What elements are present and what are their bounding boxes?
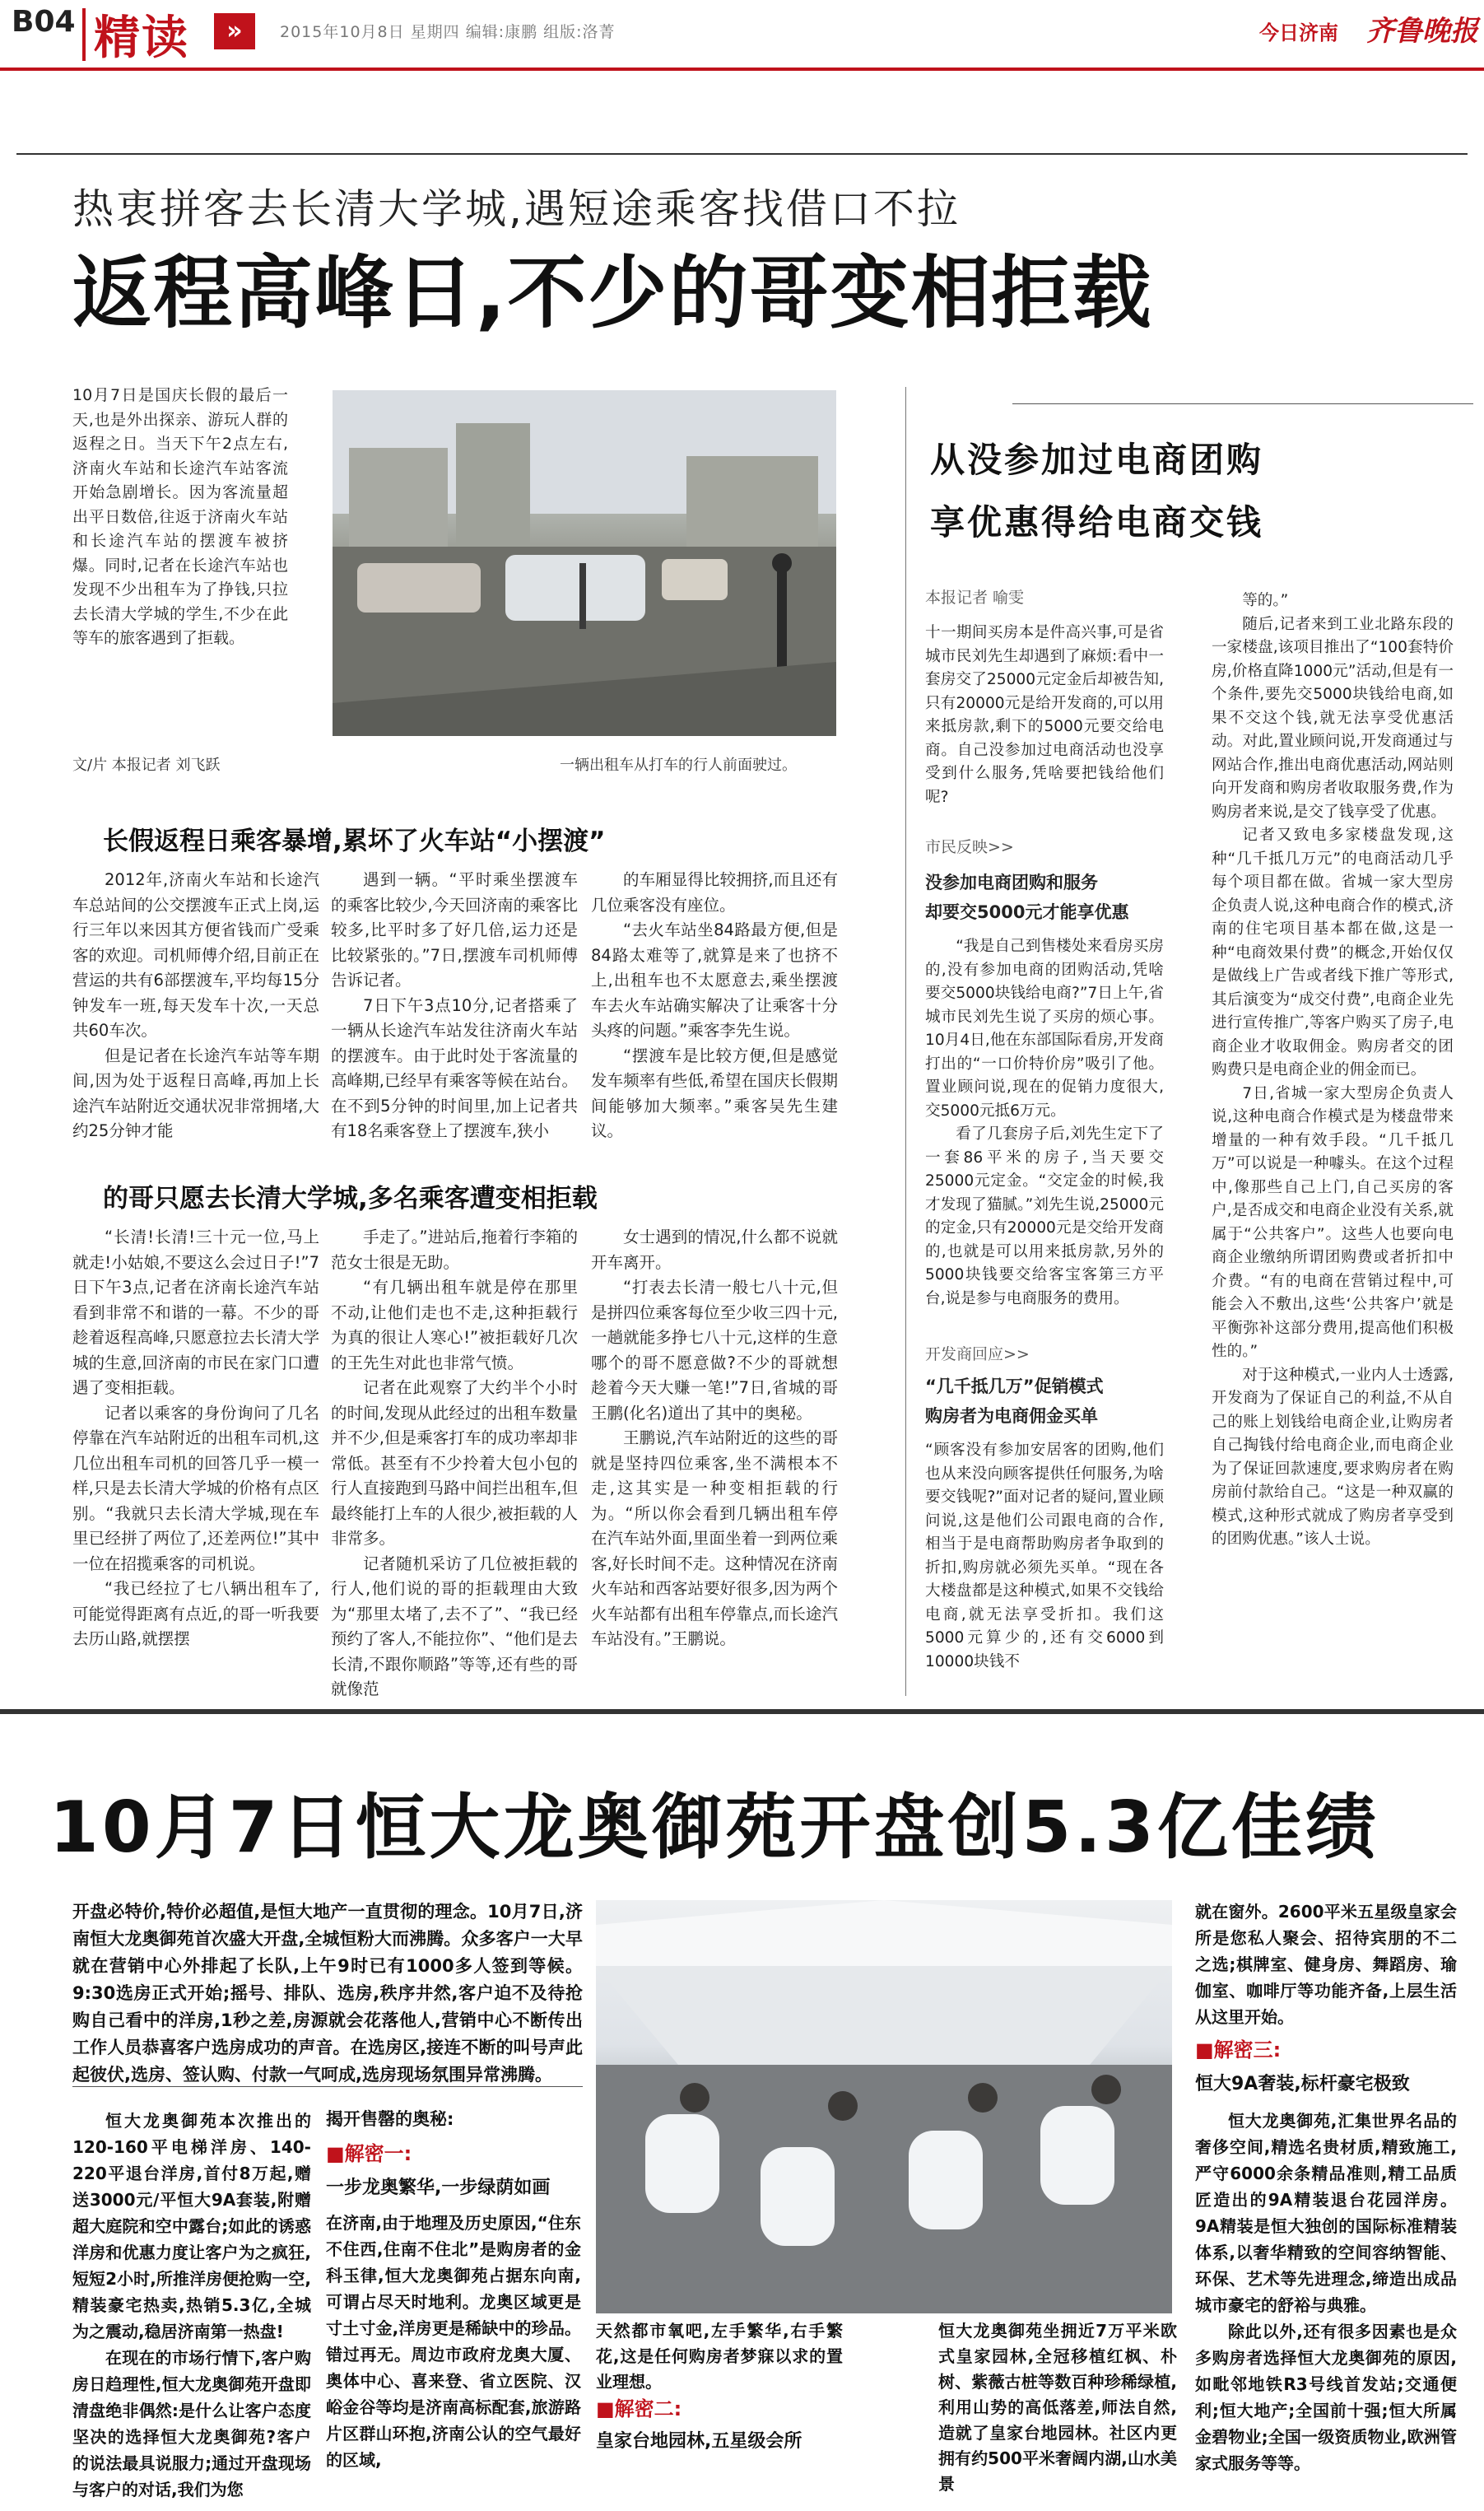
headline-title: 返程高峰日,不少的哥变相拒载: [72, 247, 1153, 339]
section1-title: 长假返程日乘客暴增,累坏了火车站“小摆渡”: [103, 827, 606, 856]
secret2-text: 恒大龙奥御苑坐拥近7万平米欧式皇家园林,全冠移植红枫、朴树、紫薇古桩等数百种珍稀绿植,利用山势的高低落差,师法自然,造就了皇家台地园林。社区内更拥有约500平米奢阔内湖,山水美景: [938, 2321, 1177, 2494]
ad-intro: 开盘必特价,特价必超值,是恒大地产一直贯彻的理念。10月7日,济南恒大龙奥御苑首次盛大开盘,全城恒粉大而沸腾。众多客户一大早就在营销中心外排起了长队,上午9时已有1000多人签到等候。9:30选房正式开始;摇号、排队、选房,秩序井然,客户迫不及待抢购自己看中的洋房,1秒之差,房源就会花落他人,营销中心不断传出工作人员恭喜客户选房成功的声音。在选房区,接连不断的叫号声此起彼伏,选房、签认购、付款一气呵成,选房现场氛围异常沸腾。: [72, 1902, 584, 2085]
right-story-rule: [1012, 403, 1473, 404]
header-divider: [82, 8, 86, 61]
header-rule: [0, 68, 1484, 71]
headline-subtitle: 热衷拼客去长清大学城,遇短途乘客找借口不拉: [72, 185, 961, 233]
lead-photo: [333, 390, 836, 736]
lead-text: 10月7日是国庆长假的最后一天,也是外出探亲、游玩人群的返程之日。当天下午2点左右,济南火车站和长途汽车站客流开始急剧增长。因为客流量超出平日数倍,往返于济南火车站和长途汽车站的摆渡车被挤爆。同时,记者在长途汽车站也发现不少出租车为了挣钱,只拉去长清大学城的学生,不少在此等车的旅客遇到了拒载。: [72, 386, 288, 647]
double-chevron-icon: »: [214, 13, 255, 49]
right-story-label-1: 市民反映>>: [925, 838, 1014, 856]
page-number: B04: [12, 5, 76, 39]
ad-left-col: 恒大龙奥御苑本次推出的120-160平电梯洋房、140-220平退台洋房,首付8万起,赠送3000元/平恒大9A套装,附赠超大庭院和空中露台;如此的诱惑洋房和优惠力度让客户为之疯狂,短短2小时,所推洋房便抢购一空,精装豪宅热卖,热销5.3亿,全城为之震动,稳居济南第一热盘! 在现在的市场行情下,客户购房日趋理性,恒大龙奥御苑开盘即清盘绝非偶然:是什么让客户态度坚决的选择恒大龙奥御苑?客户的说法最具说服力;通过开盘现场与客户的对话,我们为您: [72, 2111, 311, 2499]
lead-byline: 文/片 本报记者 刘飞跃: [72, 757, 221, 774]
right-story-subhead-2a: “几千抵几万”促销模式: [925, 1377, 1104, 1396]
section2-col2: 手走了。”进站后,拖着行李箱的范女士很是无助。 “有几辆出租车就是停在那里不动,让他们走也不走,这种拒载行为真的很让人寒心!”被拒载好几次的王先生对此也非常气愤。 记者在此观察了大约半个小时的时间,发现从此经过的出租车数量并不少,但是乘客打车的成功率却非常低。甚至有不少拎着大包小包的行人直接跑到马路中间拦出租车,但最终能打上车的人很少,被拒载的人非常多。 记者随机采访了几位被拒载的行人,他们说的哥的拒载理由大致为“那里太堵了,去不了”、“我已经预约了客人,不能拉你”、“他们是去长清,不跟你顺路”等等,还有些的哥就像范: [331, 1228, 578, 1698]
issue-meta: 2015年10月8日 星期四 编辑:康鹏 组版:洛菁: [280, 23, 616, 41]
secret2-sub: 皇家台地园林,五星级会所: [596, 2431, 802, 2452]
column-divider: [905, 387, 906, 1696]
street-scene-illustration: [333, 390, 836, 736]
right-story-subhead-1b: 却要交5000元才能享优惠: [925, 902, 1129, 922]
brand-section: 今日济南: [1259, 21, 1338, 44]
section1-col3: 的车厢显得比较拥挤,而且还有几位乘客没有座位。 “去火车站坐84路最方便,但是84路太难等了,就算是来了也挤不上,出租车也不太愿意去,乘坐摆渡车去火车站确实解决了让乘客十分头疼的问题。”乘客李先生说。 “摆渡车是比较方便,但是感觉发车频率有些低,希望在国庆长假期间能够加大频率。”乘客吴先生建议。: [591, 870, 838, 1140]
lead-photo-caption: 一辆出租车从打车的行人前面驶过。: [560, 757, 797, 774]
section2-col1: “长清!长清!三十元一位,马上就走!小姑娘,不要这么会过日子!”7日下午3点,记者在济南长途汽车站看到非常不和谐的一幕。不少的哥趁着返程高峰,只愿意拉去长清大学城的生意,回济南的市民在家门口遭遇了变相拒载。 记者以乘客的身份询问了几名停靠在汽车站附近的出租车司机,这几位出租车司机的回答几乎一模一样,只是去长清大学城的价格有点区别。“我就只去长清大学城,现在车里已经拼了两位了,还差两位!”其中一位在招揽乘客的司机说。 “我已经拉了七八辆出租车了,可能觉得距离有点近,的哥一听我要去历山路,就摆摆: [72, 1228, 319, 1648]
section-name: 精读: [94, 12, 189, 65]
section1-col1: 2012年,济南火车站和长途汽车总站间的公交摆渡车正式上岗,运行三年以来因其方便省钱而广受乘客的欢迎。司机师傅介绍,目前正在营运的共有6部摆渡车,平均每15分钟发车一班,每天发车十次,一天总共60车次。 但是记者在长途汽车站等车期间,因为处于返程日高峰,再加上长途汽车站附近交通状况非常拥堵,大约25分钟才能: [72, 870, 319, 1140]
ad-title: 10月7日恒大龙奥御苑开盘创5.3亿佳绩: [49, 1787, 1379, 1869]
right-story-intro: 十一期间买房本是件高兴事,可是省城市民刘先生却遇到了麻烦:看中一套房交了25000元定金后却被告知,只有20000元是给开发商的,可以用来抵房款,剩下的5000元要交给电商。自己没参加过电商活动也没享受到什么服务,凭啥要把钱给他们呢?: [925, 624, 1164, 806]
right-story-subhead-1a: 没参加电商团购和服务: [925, 873, 1098, 892]
brand-logo: 齐鲁晚报: [1366, 15, 1478, 48]
right-story-body-1: “我是自己到售楼处来看房买房的,没有参加电商的团购活动,凭啥要交5000块钱给电商?”7日上午,省城市民刘先生说了买房的烦心事。10月4日,他在东部国际看房,开发商打出的“一口价特价房”吸引了他。置业顾问说,现在的促销力度很大,交5000元抵6万元。 看了几套房子后,刘先生定下了一套86平米的房子,当天要交25000元定金。“交定金的时候,我才发现了猫腻。”刘先生说,25000元的定金,只有20000元是交给开发商的,也就是可以用来抵房款,另外的5000块钱要交给客宝客第三方平台,说是参与电商服务的费用。: [925, 938, 1164, 1307]
ad-right-intro: 就在窗外。2600平米五星级皇家会所是您私人聚会、招待宾朋的不二之选;棋牌室、健身房、舞蹈房、瑜伽室、咖啡厅等功能齐备,上层生活从这里开始。: [1195, 1902, 1457, 2027]
right-story-title-2: 享优惠得给电商交钱: [930, 502, 1264, 543]
right-story-byline: 本报记者 喻雯: [925, 589, 1025, 607]
headline-rule: [16, 153, 1468, 155]
secret3-head: ■解密三:: [1195, 2038, 1282, 2061]
section2-col3: 女士遇到的情况,什么都不说就开车离开。 “打表去长清一般七八十元,但是拼四位乘客每位至少收三四十元,一趟就能多挣七八十元,这样的生意哪个的哥不愿意做?不少的哥就想趁着今天大赚一笔!”7日,省城的哥王鹏(化名)道出了其中的奥秘。 王鹏说,汽车站附近的这些的哥就是坚持四位乘客,坐不满根本不走,这其实是一种变相拒载的行为。“所以你会看到几辆出租车停在汽车站外面,里面坐着一到两位乘客,好长时间不走。这种情况在济南火车站和西客站要好很多,因为两个火车站都有出租车停靠点,而长途汽车站没有。”王鹏说。: [591, 1228, 838, 1648]
ad-photo-caption: 天然都市氧吧,左手繁华,右手繁花,这是任何购房者梦寐以求的置业理想。: [596, 2321, 843, 2392]
ad-intro-rule: [72, 2086, 583, 2087]
secret3-text: 恒大龙奥御苑,汇集世界名品的奢侈空间,精选名贵材质,精致施工,严守6000余条精品准则,精工品质匠造出的9A精装退台花园洋房。9A精装是恒大独创的国际标准精装体系,以奢华精致的空间容纳智能、环保、艺术等先进理念,缔造出成品城市豪宅的舒裕与典雅。 除此以外,还有很多因素也是众多购房者选择恒大龙奥御苑的原因,如毗邻地铁R3号线首发站;交通便利;恒大地产;全国前十强;恒大所属金碧物业;全国一级资质物业,欧洲管家式服务等等。: [1195, 2111, 1457, 2473]
secret3-sub: 恒大9A奢装,标杆豪宅极致: [1195, 2074, 1410, 2094]
secret1-text: 在济南,由于地理及历史原因,“住东不住西,住南不住北”是购房者的金科玉律,恒大龙奥御苑占据东向南,可谓占尽天时地利。龙奥区域更是寸土寸金,洋房更是稀缺中的珍品。错过再无。周边市政府龙奥大厦、奥体中心、喜来登、省立医院、汉峪金谷等均是济南高标配套,旅游路片区群山环抱,济南公认的空气最好的区域,: [326, 2213, 581, 2470]
right-story-subhead-2b: 购房者为电商佣金买单: [925, 1406, 1098, 1426]
ad-event-photo: [596, 1900, 1172, 2313]
secret2-head: ■解密二:: [596, 2397, 682, 2420]
ad-mid-intro: 揭开售罄的奥秘:: [326, 2109, 454, 2129]
section1-col2: 遇到一辆。“平时乘坐摆渡车的乘客比较少,今天回济南的乘客比较多,比平时多了好几倍,运力还是比较紧张的。”7日,摆渡车司机师傅告诉记者。 7日下午3点10分,记者搭乘了一辆从长途汽车站发往济南火车站的摆渡车。由于此时处于客流量的高峰期,已经早有乘客等候在站台。在不到5分钟的时间里,加上记者共有18名乘客登上了摆渡车,狭小: [331, 870, 578, 1140]
right-story-col2: 等的。” 随后,记者来到工业北路东段的一家楼盘,该项目推出了“100套特价房,价格直降1000元”活动,但是有一个条件,要先交5000块钱给电商,如果不交这个钱,就无法享受优惠活动。对此,置业顾问说,开发商通过与网站合作,推出电商优惠活动,网站则向开发商和购房者收取服务费,作为购房者来说,是交了钱享受了优惠。 记者又致电多家楼盘发现,这种“几千抵几万元”的电商活动几乎每个项目都在做。省城一家大型房企负责人说,这种电商合作的模式,济南的住宅项目基本都在做,这是一种“电商效果付费”的概念,开始仅仅是做线上广告或者线下推广等形式,其后演变为“成交付费”,电商企业先进行宣传推广,等客户购买了房子,电商企业才收取佣金。购房者交的团购费只是电商企业的佣金而已。 7日,省城一家大型房企负责人说,这种电商合作模式是为楼盘带来增量的一种有效手段。“几千抵几万”可以说是一种噱头。在这个过程中,像那些自己上门,自己买房的客户,是否成交和电商企业没有关系,就属于“公共客户”。这些人也要向电商企业缴纳所谓团购费或者折扣中介费。“有的电商在营销过程中,可能会入不敷出,这些‘公共客户’就是平衡弥补这部分费用,提高他们积极性的。” 对于这种模式,一业内人士透露,开发商为了保证自己的利益,不从自己的账上划钱给电商企业,让购房者自己掏钱付给电商企业,而电商企业为了保证回款速度,要求购房者在购房前付款给自己。“这是一种双赢的模式,这种形式就成了购房者享受到的团购优惠。”该人士说。: [1212, 592, 1454, 1548]
right-story-title-1: 从没参加过电商团购: [930, 440, 1264, 480]
tent-crowd-illustration: [596, 1900, 1172, 2313]
secret1-head: ■解密一:: [326, 2142, 412, 2165]
ad-section-rule: [0, 1709, 1484, 1714]
section2-title: 的哥只愿去长清大学城,多名乘客遭变相拒载: [103, 1184, 598, 1214]
secret1-sub: 一步龙奥繁华,一步绿荫如画: [326, 2178, 551, 2198]
right-story-body-2: “顾客没有参加安居客的团购,他们也从来没向顾客提供任何服务,为啥要交钱呢?”面对记者的疑问,置业顾问说,这是他们公司跟电商的合作,相当于是电商帮助购房者争取到的折扣,购房就必须先买单。“现在各大楼盘都是这种模式,如果不交钱给电商,就无法享受折扣。我们这5000元算少的,还有交6000到10000块钱不: [925, 1442, 1164, 1670]
right-story-label-2: 开发商回应>>: [925, 1345, 1030, 1363]
